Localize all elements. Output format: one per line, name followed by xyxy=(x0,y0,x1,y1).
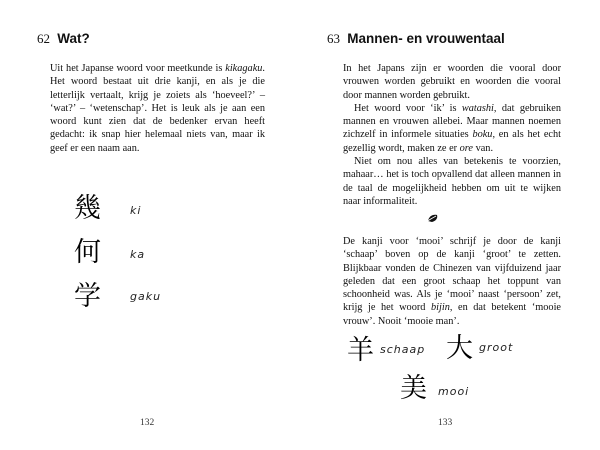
italic-term: kikagaku xyxy=(225,63,263,74)
paragraph xyxy=(343,155,561,208)
italic-term: ore xyxy=(459,142,473,154)
text-run: De kanji voor ‘mooi’ schrijf je door de kanji ‘schaap’ boven op de kanji ‘groot’ te zetten. Blijkbaar vonden de Chinezen van vijfduizend jaar geleden dat een groot schaap het toppunt van schoonheid was. Als je ‘mooi’ naast ‘persoon’ zet, krijg je het woord xyxy=(343,236,561,314)
kanji-gaku: 学 xyxy=(74,281,101,312)
right-body-text-2 xyxy=(343,235,561,328)
left-heading xyxy=(37,31,90,47)
left-body-text xyxy=(50,62,265,155)
left-chapter-title: Wat? xyxy=(57,31,90,46)
right-chapter-title: Mannen- en vrouwentaal xyxy=(347,31,505,46)
kanji-ka: 何 xyxy=(74,237,101,268)
right-page-number: 133 xyxy=(438,418,453,428)
label-schaap: schaap xyxy=(380,343,426,356)
italic-term: watashi xyxy=(461,102,494,114)
left-chapter-number: 62 xyxy=(37,31,50,46)
text-run: van. xyxy=(473,142,494,154)
flower-ornament-icon xyxy=(426,212,440,224)
kanji-ki: 幾 xyxy=(74,193,101,224)
kanji-schaap: 羊 xyxy=(347,335,374,366)
paragraph xyxy=(343,235,561,328)
left-page-number: 132 xyxy=(140,418,155,428)
paragraph xyxy=(50,62,265,155)
italic-term: bijin xyxy=(430,302,450,314)
kanji-groot: 大 xyxy=(446,333,473,364)
right-chapter-number: 63 xyxy=(327,31,340,46)
text-run: . Het woord bestaat uit drie kanji, en als je die letterlijk vertaalt, krijg je zoiets als ‘hoeveel?’ – ‘wat?’ – ‘wetenschap’. Het is leuk als je aan een woord kunt zien dat de bedenker ervan heeft gedacht: ik snap hier helemaal niets van, maar ik geef er een naam aan. xyxy=(50,63,265,154)
right-body-text-1 xyxy=(343,62,561,208)
text-run: , en als het echt gezellig wordt, maken ze er xyxy=(343,129,561,154)
right-heading xyxy=(327,31,505,47)
paragraph xyxy=(343,102,561,155)
italic-term: boku xyxy=(472,129,493,141)
text-run: Het woord voor ‘ik’ is xyxy=(354,102,462,114)
right-page xyxy=(300,0,600,450)
reading-ki: ki xyxy=(130,204,142,217)
text-run: In het Japans zijn er woorden die vooral door vrouwen worden gebruikt en woorden die vooral door mannen worden gebruikt. xyxy=(343,63,561,101)
label-groot: groot xyxy=(479,341,514,354)
paragraph xyxy=(343,62,561,102)
kanji-mooi: 美 xyxy=(400,373,427,404)
text-run: Uit het Japanse woord voor meetkunde is xyxy=(50,63,226,74)
reading-ka: ka xyxy=(130,248,146,261)
text-run: Niet om nou alles van betekenis te voorzien, mahaar… het is toch opvallend dat alleen mannen in de taal de mogelijkheid hebben om uit te wijken naar informaliteit. xyxy=(343,156,561,207)
label-mooi: mooi xyxy=(438,385,470,398)
reading-gaku: gaku xyxy=(130,290,162,303)
text-run: , en dat betekent ‘mooie vrouw’. Nooit ‘mooie man’. xyxy=(343,302,561,327)
text-run: , dat gebruiken mannen en vrouwen allebei. Maar mannen noemen zichzelf in informele situaties xyxy=(343,102,561,141)
